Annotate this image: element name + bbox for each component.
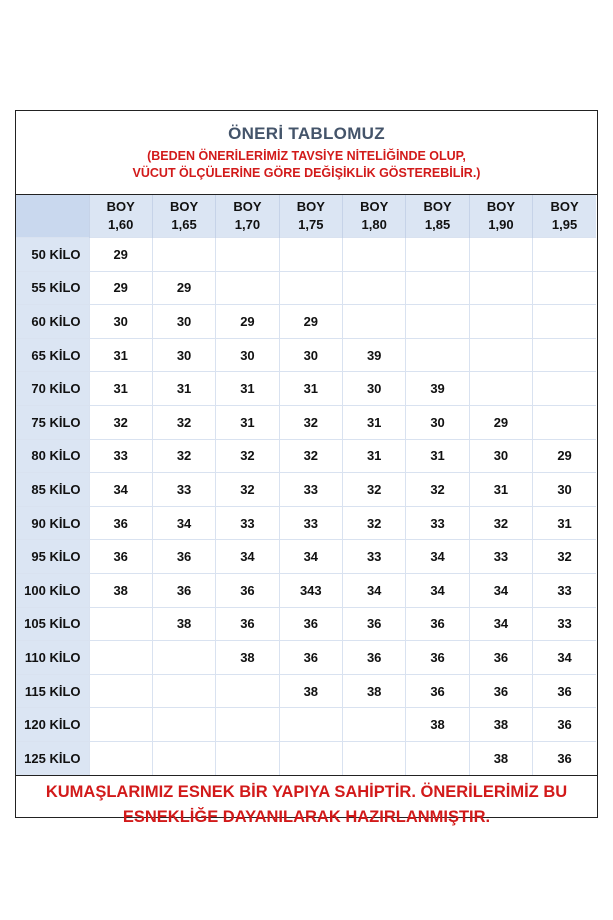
subtitle-line-1: (BEDEN ÖNERİLERİMİZ TAVSİYE NİTELİĞİNDE OLUP, bbox=[147, 149, 466, 163]
height-header-row bbox=[16, 195, 596, 238]
size-cell: 31 bbox=[152, 372, 215, 406]
size-cell: 34 bbox=[279, 540, 342, 574]
size-cell bbox=[533, 372, 596, 406]
size-cell: 32 bbox=[469, 506, 532, 540]
size-cell: 36 bbox=[533, 708, 596, 742]
size-cell bbox=[406, 305, 469, 339]
height-label: BOY bbox=[169, 199, 199, 214]
size-cell: 30 bbox=[279, 338, 342, 372]
weight-label: 70 KİLO bbox=[16, 372, 89, 406]
size-cell bbox=[343, 305, 406, 339]
size-cell: 30 bbox=[89, 305, 152, 339]
size-cell: 38 bbox=[152, 607, 215, 641]
size-cell bbox=[279, 741, 342, 774]
weight-label: 105 KİLO bbox=[16, 607, 89, 641]
height-label: BOY bbox=[550, 199, 579, 214]
weight-label: 50 KİLO bbox=[16, 238, 89, 272]
table-row bbox=[16, 238, 596, 272]
size-cell bbox=[216, 708, 279, 742]
weight-label: 75 KİLO bbox=[16, 405, 89, 439]
size-cell: 36 bbox=[216, 607, 279, 641]
size-cell: 31 bbox=[469, 473, 532, 507]
size-cell: 38 bbox=[469, 708, 532, 742]
size-cell bbox=[152, 741, 215, 774]
weight-label: 110 KİLO bbox=[16, 641, 89, 675]
size-cell bbox=[216, 674, 279, 708]
size-cell: 33 bbox=[533, 573, 596, 607]
size-cell bbox=[533, 305, 596, 339]
size-cell bbox=[89, 674, 152, 708]
size-cell bbox=[216, 238, 279, 272]
size-cell: 30 bbox=[406, 405, 469, 439]
size-cell bbox=[343, 238, 406, 272]
size-cell bbox=[216, 271, 279, 305]
weight-label: 100 KİLO bbox=[16, 573, 89, 607]
height-header-cell bbox=[89, 195, 152, 238]
size-cell: 38 bbox=[279, 674, 342, 708]
height-value: 1,90 bbox=[488, 217, 514, 232]
size-cell bbox=[152, 674, 215, 708]
size-cell: 36 bbox=[89, 506, 152, 540]
size-cell: 39 bbox=[406, 372, 469, 406]
size-cell bbox=[533, 238, 596, 272]
height-value: 1,80 bbox=[361, 217, 387, 232]
footer-line-1: KUMAŞLARIMIZ ESNEK BİR YAPIYA SAHİPTİR. ÖNERİLERİMİZ BU bbox=[45, 782, 568, 801]
size-cell bbox=[89, 607, 152, 641]
size-cell: 29 bbox=[469, 405, 532, 439]
size-cell bbox=[533, 405, 596, 439]
size-table bbox=[16, 195, 596, 775]
size-cell bbox=[279, 708, 342, 742]
size-cell: 36 bbox=[343, 607, 406, 641]
size-cell: 38 bbox=[216, 641, 279, 675]
size-cell: 30 bbox=[469, 439, 532, 473]
size-cell: 29 bbox=[216, 305, 279, 339]
size-cell: 34 bbox=[406, 573, 469, 607]
size-cell: 36 bbox=[469, 641, 532, 675]
height-value: 1,70 bbox=[234, 217, 261, 232]
height-value: 1,65 bbox=[171, 217, 197, 232]
table-row bbox=[16, 607, 596, 641]
chart-subtitle bbox=[16, 148, 597, 182]
weight-label: 90 KİLO bbox=[16, 506, 89, 540]
table-row bbox=[16, 271, 596, 305]
weight-label: 125 KİLO bbox=[16, 741, 89, 774]
size-cell: 31 bbox=[216, 405, 279, 439]
size-cell: 38 bbox=[469, 741, 532, 774]
size-cell: 29 bbox=[152, 271, 215, 305]
size-cell bbox=[152, 708, 215, 742]
table-body bbox=[16, 238, 596, 775]
size-cell bbox=[469, 305, 532, 339]
size-cell bbox=[343, 708, 406, 742]
size-cell: 38 bbox=[89, 573, 152, 607]
size-cell: 39 bbox=[343, 338, 406, 372]
size-cell bbox=[279, 271, 342, 305]
size-cell: 33 bbox=[216, 506, 279, 540]
size-cell: 34 bbox=[469, 607, 532, 641]
height-header-cell bbox=[343, 195, 406, 238]
size-cell: 34 bbox=[469, 573, 532, 607]
height-value: 1,75 bbox=[298, 217, 324, 232]
weight-label: 115 KİLO bbox=[16, 674, 89, 708]
size-cell: 29 bbox=[89, 271, 152, 305]
size-cell: 33 bbox=[533, 607, 596, 641]
size-cell bbox=[279, 238, 342, 272]
footer-line-2: ESNEKLİĞE DAYANILARAK HAZIRLANMIŞTIR. bbox=[122, 807, 491, 826]
size-cell: 31 bbox=[279, 372, 342, 406]
size-cell: 32 bbox=[216, 473, 279, 507]
size-cell: 34 bbox=[343, 573, 406, 607]
size-cell bbox=[406, 271, 469, 305]
size-cell: 33 bbox=[279, 473, 342, 507]
size-cell: 32 bbox=[406, 473, 469, 507]
size-cell bbox=[469, 338, 532, 372]
size-cell: 30 bbox=[343, 372, 406, 406]
size-cell: 33 bbox=[152, 473, 215, 507]
size-cell: 36 bbox=[406, 674, 469, 708]
size-cell: 29 bbox=[533, 439, 596, 473]
title-box bbox=[16, 111, 597, 195]
size-cell: 343 bbox=[279, 573, 342, 607]
size-cell bbox=[152, 238, 215, 272]
subtitle-line-2: VÜCUT ÖLÇÜLERİNE GÖRE DEĞİŞİKLİK GÖSTEREBİLİR.) bbox=[132, 166, 481, 180]
size-cell: 31 bbox=[533, 506, 596, 540]
size-cell: 29 bbox=[279, 305, 342, 339]
size-cell: 34 bbox=[152, 506, 215, 540]
table-row bbox=[16, 338, 596, 372]
weight-label: 95 KİLO bbox=[16, 540, 89, 574]
corner-cell bbox=[16, 195, 89, 238]
weight-label: 120 KİLO bbox=[16, 708, 89, 742]
height-label: BOY bbox=[233, 199, 262, 214]
table-row bbox=[16, 708, 596, 742]
size-cell bbox=[152, 641, 215, 675]
size-cell: 36 bbox=[533, 674, 596, 708]
size-cell: 33 bbox=[343, 540, 406, 574]
size-cell: 31 bbox=[406, 439, 469, 473]
size-cell: 34 bbox=[216, 540, 279, 574]
size-cell: 36 bbox=[89, 540, 152, 574]
weight-label: 85 KİLO bbox=[16, 473, 89, 507]
weight-label: 55 KİLO bbox=[16, 271, 89, 305]
size-cell: 29 bbox=[89, 238, 152, 272]
size-cell: 38 bbox=[406, 708, 469, 742]
table-row bbox=[16, 506, 596, 540]
size-cell: 36 bbox=[216, 573, 279, 607]
size-cell: 30 bbox=[533, 473, 596, 507]
size-cell: 32 bbox=[152, 405, 215, 439]
size-cell: 36 bbox=[533, 741, 596, 774]
size-cell bbox=[533, 271, 596, 305]
height-label: BOY bbox=[296, 199, 325, 214]
size-cell: 32 bbox=[89, 405, 152, 439]
table-row bbox=[16, 573, 596, 607]
table-row bbox=[16, 305, 596, 339]
size-cell: 36 bbox=[469, 674, 532, 708]
size-cell: 31 bbox=[343, 405, 406, 439]
size-cell: 36 bbox=[279, 607, 342, 641]
height-header-cell bbox=[469, 195, 532, 238]
size-cell bbox=[406, 238, 469, 272]
size-cell: 31 bbox=[343, 439, 406, 473]
size-cell bbox=[343, 271, 406, 305]
size-cell: 36 bbox=[406, 641, 469, 675]
size-cell bbox=[406, 338, 469, 372]
table-row bbox=[16, 540, 596, 574]
size-chart-card bbox=[15, 110, 598, 826]
weight-label: 60 KİLO bbox=[16, 305, 89, 339]
size-cell: 32 bbox=[279, 439, 342, 473]
size-cell: 31 bbox=[216, 372, 279, 406]
footer-note bbox=[16, 775, 597, 835]
size-cell: 32 bbox=[279, 405, 342, 439]
size-cell: 34 bbox=[89, 473, 152, 507]
height-header-cell bbox=[152, 195, 215, 238]
size-cell bbox=[469, 372, 532, 406]
size-cell: 32 bbox=[533, 540, 596, 574]
height-header-cell bbox=[216, 195, 279, 238]
weight-label: 80 KİLO bbox=[16, 439, 89, 473]
height-header-cell bbox=[533, 195, 596, 238]
table-row bbox=[16, 674, 596, 708]
size-cell: 33 bbox=[406, 506, 469, 540]
height-header-cell bbox=[279, 195, 342, 238]
table-row bbox=[16, 372, 596, 406]
size-cell bbox=[89, 641, 152, 675]
size-cell bbox=[533, 338, 596, 372]
height-header-cell bbox=[406, 195, 469, 238]
size-cell: 36 bbox=[152, 540, 215, 574]
size-cell: 36 bbox=[343, 641, 406, 675]
height-value: 1,60 bbox=[108, 217, 134, 232]
size-cell: 32 bbox=[343, 506, 406, 540]
height-label: BOY bbox=[486, 199, 516, 214]
table-row bbox=[16, 473, 596, 507]
size-cell: 31 bbox=[89, 372, 152, 406]
size-cell: 36 bbox=[279, 641, 342, 675]
size-cell bbox=[89, 741, 152, 774]
size-cell: 34 bbox=[533, 641, 596, 675]
table-row bbox=[16, 405, 596, 439]
size-cell bbox=[216, 741, 279, 774]
size-cell: 36 bbox=[152, 573, 215, 607]
height-label: BOY bbox=[423, 199, 452, 214]
height-value: 1,95 bbox=[551, 217, 578, 232]
height-value: 1,85 bbox=[424, 217, 451, 232]
height-label: BOY bbox=[360, 199, 389, 214]
weight-label: 65 KİLO bbox=[16, 338, 89, 372]
size-cell: 30 bbox=[216, 338, 279, 372]
size-cell: 30 bbox=[152, 305, 215, 339]
size-cell: 38 bbox=[343, 674, 406, 708]
size-cell: 32 bbox=[216, 439, 279, 473]
size-cell: 36 bbox=[406, 607, 469, 641]
size-cell bbox=[343, 741, 406, 774]
size-cell: 30 bbox=[152, 338, 215, 372]
size-cell bbox=[406, 741, 469, 774]
size-cell bbox=[89, 708, 152, 742]
table-row bbox=[16, 439, 596, 473]
size-cell: 33 bbox=[279, 506, 342, 540]
size-cell bbox=[469, 271, 532, 305]
size-cell: 31 bbox=[89, 338, 152, 372]
size-cell: 33 bbox=[469, 540, 532, 574]
size-cell: 32 bbox=[343, 473, 406, 507]
size-cell: 33 bbox=[89, 439, 152, 473]
table-row bbox=[16, 641, 596, 675]
size-cell: 34 bbox=[406, 540, 469, 574]
table-row bbox=[16, 741, 596, 774]
size-cell: 32 bbox=[152, 439, 215, 473]
height-label: BOY bbox=[106, 199, 135, 214]
size-cell bbox=[469, 238, 532, 272]
chart-title: ÖNERİ TABLOMUZ bbox=[228, 124, 385, 143]
